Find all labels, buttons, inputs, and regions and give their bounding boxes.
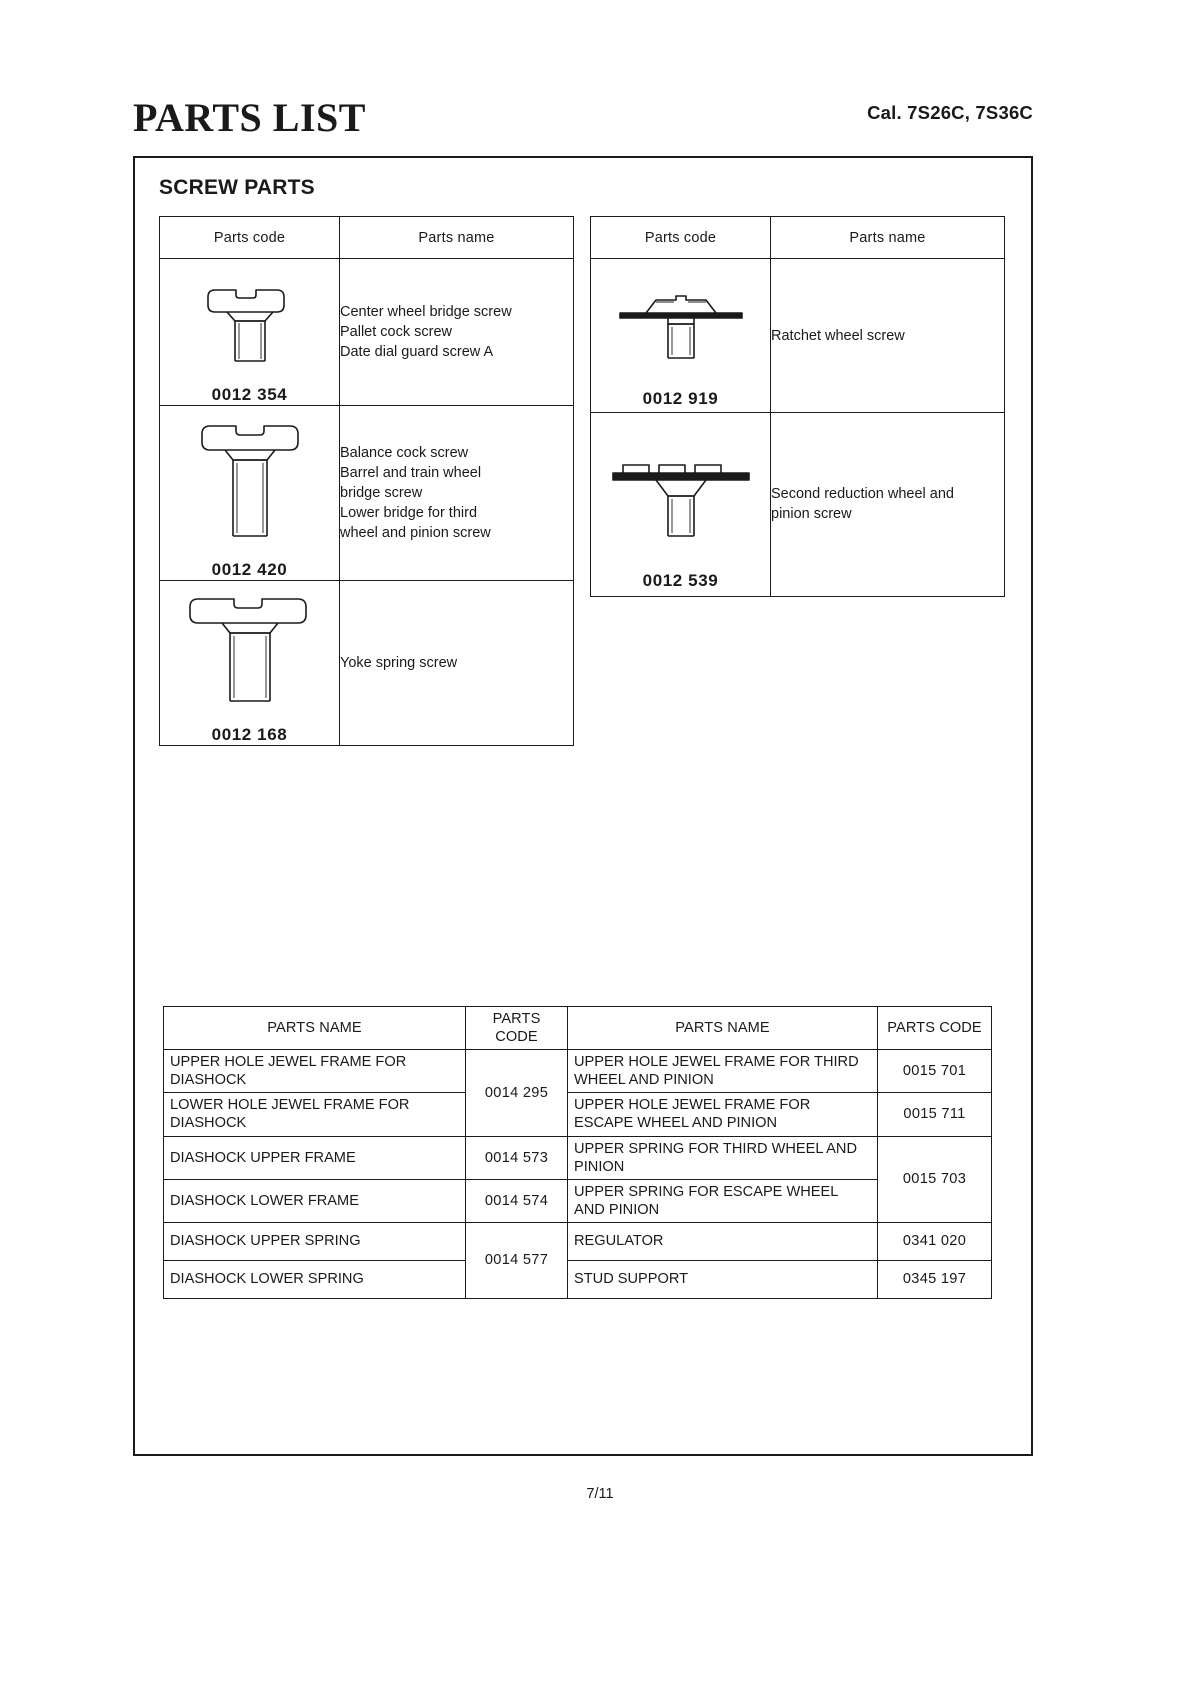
- parts-name-cell: [340, 406, 574, 581]
- long-flat-head-screw-icon: [160, 406, 339, 556]
- parts-code-value: 0012 919: [642, 388, 719, 408]
- content-frame: [133, 156, 1033, 1456]
- parts-name-cell: UPPER HOLE JEWEL FRAME FOR ESCAPE WHEEL AND PINION: [568, 1093, 878, 1136]
- parts-code-cell: 0014 574: [466, 1179, 568, 1222]
- table-row: [164, 1260, 992, 1298]
- spacer-cell: [771, 596, 1005, 746]
- flange-head-screw-icon: [591, 263, 770, 385]
- table-row: [160, 406, 574, 581]
- column-header-parts-name: Parts name: [340, 217, 574, 259]
- parts-name-line: Lower bridge for third: [340, 505, 478, 521]
- parts-name-line: Balance cock screw: [340, 445, 469, 461]
- parts-name-line: pinion screw: [771, 506, 852, 523]
- table-row: [160, 581, 574, 746]
- parts-code-cell: 0014 577: [466, 1222, 568, 1298]
- parts-name-line: Center wheel bridge screw: [340, 304, 512, 320]
- table-row: [164, 1222, 992, 1260]
- stepped-head-screw-icon: [591, 417, 770, 567]
- parts-name-cell: REGULATOR: [568, 1222, 878, 1260]
- parts-name-line: Second reduction wheel and: [771, 486, 954, 503]
- table-row: [164, 1179, 992, 1222]
- flat-head-screw-icon: [160, 259, 339, 381]
- column-header-parts-name: Parts name: [771, 217, 1005, 259]
- parts-name-cell: DIASHOCK LOWER FRAME: [164, 1179, 466, 1222]
- column-header-parts-code: Parts code: [591, 217, 771, 259]
- parts-code-value: 0012 168: [211, 725, 288, 744]
- screw-parts-tables: [159, 216, 1011, 746]
- screw-table-left: [159, 216, 574, 746]
- parts-name-code-table: [163, 1006, 992, 1299]
- table-row: [591, 413, 1005, 596]
- column-header-parts-code: Parts code: [160, 217, 340, 259]
- screw-table-right: [590, 216, 1005, 746]
- parts-name-cell: DIASHOCK UPPER SPRING: [164, 1222, 466, 1260]
- parts-name-cell: UPPER HOLE JEWEL FRAME FOR DIASHOCK: [164, 1050, 466, 1093]
- parts-name-cell: [340, 581, 574, 746]
- parts-code-cell: 0015 703: [878, 1136, 992, 1222]
- parts-code-cell: 0014 573: [466, 1136, 568, 1179]
- parts-name-cell: DIASHOCK LOWER SPRING: [164, 1260, 466, 1298]
- table-row: [591, 259, 1005, 413]
- parts-name-cell: LOWER HOLE JEWEL FRAME FOR DIASHOCK: [164, 1093, 466, 1136]
- column-header-parts-code-left: PARTS CODE: [466, 1007, 568, 1050]
- page-title: PARTS LIST: [133, 95, 366, 140]
- parts-code-cell: [160, 581, 340, 746]
- parts-name-cell: DIASHOCK UPPER FRAME: [164, 1136, 466, 1179]
- parts-code-cell: 0345 197: [878, 1260, 992, 1298]
- parts-name-line: Date dial guard screw A: [340, 344, 494, 360]
- table-row: [160, 259, 574, 406]
- table-header-row: [591, 217, 1005, 259]
- table-row: [164, 1093, 992, 1136]
- table-row: [164, 1050, 992, 1093]
- parts-code-value: 0012 539: [642, 571, 719, 591]
- parts-name-cell: [771, 413, 1005, 596]
- calibre-label: Cal. 7S26C, 7S36C: [867, 102, 1033, 123]
- parts-name-line: Ratchet wheel screw: [771, 327, 905, 344]
- parts-code-cell: 0015 701: [878, 1050, 992, 1093]
- parts-code-cell: 0014 295: [466, 1050, 568, 1136]
- column-header-parts-name-left: PARTS NAME: [164, 1007, 466, 1050]
- wide-head-screw-icon: [160, 581, 339, 721]
- page-number: 7/11: [586, 1486, 614, 1502]
- parts-name-cell: STUD SUPPORT: [568, 1260, 878, 1298]
- parts-code-cell: [591, 413, 771, 596]
- parts-name-cell: [771, 259, 1005, 413]
- parts-name-cell: UPPER HOLE JEWEL FRAME FOR THIRD WHEEL AND PINION: [568, 1050, 878, 1093]
- parts-code-cell: [160, 406, 340, 581]
- section-title-screw-parts: SCREW PARTS: [159, 176, 315, 199]
- parts-code-cell: 0341 020: [878, 1222, 992, 1260]
- column-header-parts-name-right: PARTS NAME: [568, 1007, 878, 1050]
- parts-name-code-table-wrap: [163, 1006, 991, 1299]
- parts-name-line: wheel and pinion screw: [340, 525, 491, 541]
- parts-name-line: Yoke spring screw: [340, 655, 458, 671]
- table-header-row: [160, 217, 574, 259]
- page-header: [133, 96, 1033, 148]
- parts-name-line: Barrel and train wheel: [340, 465, 482, 481]
- parts-name-cell: [340, 259, 574, 406]
- table-row: [164, 1136, 992, 1179]
- parts-name-cell: UPPER SPRING FOR THIRD WHEEL AND PINION: [568, 1136, 878, 1179]
- parts-code-cell: [591, 259, 771, 413]
- parts-code-value: 0012 354: [211, 385, 288, 404]
- parts-code-cell: 0015 711: [878, 1093, 992, 1136]
- table-header-row: [164, 1007, 992, 1050]
- column-header-parts-code-right: PARTS CODE: [878, 1007, 992, 1050]
- parts-name-cell: UPPER SPRING FOR ESCAPE WHEEL AND PINION: [568, 1179, 878, 1222]
- parts-name-line: bridge screw: [340, 485, 423, 501]
- table-spacer-row: [591, 596, 1005, 746]
- parts-code-value: 0012 420: [211, 560, 288, 579]
- parts-name-line: Pallet cock screw: [340, 324, 453, 340]
- spacer-cell: [591, 596, 771, 746]
- parts-code-cell: [160, 259, 340, 406]
